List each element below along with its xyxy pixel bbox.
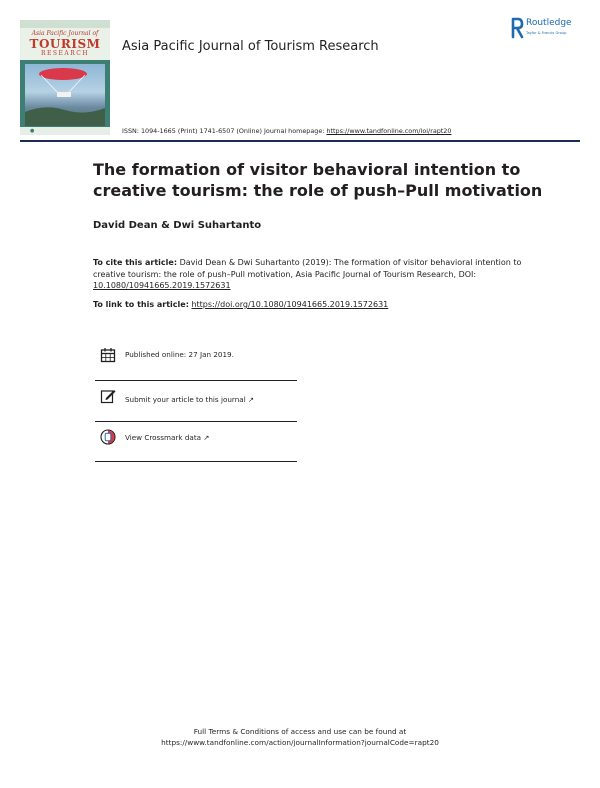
- crossmark-link[interactable]: [125, 433, 209, 442]
- publisher-logo: [510, 17, 582, 41]
- glider-illustration: [25, 64, 105, 126]
- citation-text: David Dean & Dwi Suhartanto (2019): The formation of visitor behavioral intention to creative tourism: the role of push–Pull motivation, Asia Pacific Journal of Tourism Research, DOI:: [93, 258, 522, 279]
- footer-terms-link[interactable]: https://www.tandfonline.com/action/journalInformation?journalCode=rapt20: [161, 738, 439, 747]
- published-text: Published online: 27 Jan 2019.: [125, 350, 234, 359]
- journal-homepage-link[interactable]: https://www.tandfonline.com/loi/rapt20: [326, 127, 452, 135]
- issn-line: [122, 127, 451, 135]
- article-doi-url[interactable]: https://doi.org/10.1080/10941665.2019.1572631: [191, 300, 389, 309]
- routledge-r-icon: [510, 17, 524, 39]
- journal-cover: [20, 20, 110, 135]
- submit-link[interactable]: [125, 395, 254, 404]
- calendar-icon: [100, 347, 116, 363]
- cover-line-2: TOURISM: [29, 37, 101, 51]
- cover-masthead: [20, 28, 110, 60]
- crossmark-icon: [100, 429, 116, 445]
- submit-text[interactable]: Submit your article to this journal: [125, 395, 246, 404]
- link-label: To link to this article:: [93, 300, 189, 309]
- publisher-name: Routledge: [526, 18, 572, 28]
- edit-icon: [100, 388, 116, 404]
- cover-line-1: Asia Pacific Journal of: [31, 30, 99, 37]
- journal-title: Asia Pacific Journal of Tourism Research: [122, 39, 379, 54]
- footer-line-1: Full Terms & Conditions of access and use can be found at: [193, 727, 407, 736]
- issn-text: ISSN: 1094-1665 (Print) 1741-6507 (Online) Journal homepage:: [122, 127, 325, 135]
- page-footer: [0, 726, 600, 748]
- divider-2: [95, 421, 297, 422]
- divider-3: [95, 461, 297, 462]
- external-link-icon: ↗: [248, 395, 255, 404]
- divider-1: [95, 380, 297, 381]
- cover-photo: [25, 64, 105, 126]
- citation-doi-link[interactable]: 10.1080/10941665.2019.1572631: [93, 281, 231, 290]
- cover-logo: ●: [30, 128, 35, 134]
- external-link-icon: ↗: [203, 433, 210, 442]
- publisher-subname: Taylor & Francis Group: [526, 31, 567, 35]
- citation-label: To cite this article:: [93, 258, 178, 267]
- article-title: The formation of visitor behavioral intention to creative tourism: the role of push–Pull motivation: [93, 160, 543, 200]
- header-rule: [20, 140, 580, 142]
- cover-top-band: [20, 20, 110, 28]
- cover-line-3: RESEARCH: [40, 50, 90, 57]
- citation-block: [93, 257, 533, 292]
- article-authors: David Dean & Dwi Suhartanto: [93, 220, 262, 231]
- article-link-line: [93, 300, 388, 309]
- crossmark-text[interactable]: View Crossmark data: [125, 433, 202, 442]
